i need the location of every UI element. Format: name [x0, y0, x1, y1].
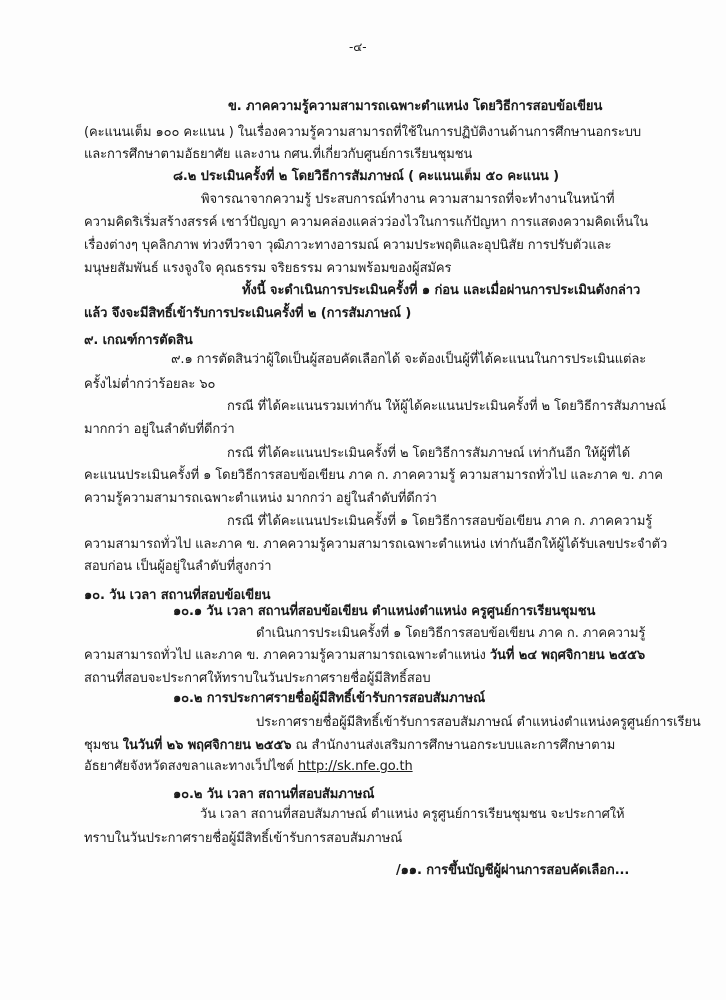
section-9-text: ความสามารถทั่วไป และภาค ข. ภาคความรู้ความสามารถเฉพาะตำแหน่ง เท่ากันอีกให้ผู้ได้รับเลขประจำตัว — [84, 537, 668, 552]
section-8-2-heading: ๘.๒ ประเมินครั้งที่ ๒ โดยวิธีการสัมภาษณ์ ( คะแนนเต็ม ๕๐ คะแนน ) — [173, 169, 559, 184]
section-10-2-text-part: ชุมชน — [84, 738, 123, 753]
section-10-1-heading: ๑๐.๑ วัน เวลา สถานที่สอบข้อเขียน ตำแหน่งตำแหน่ง ครูศูนย์การเรียนชุมชน — [173, 604, 596, 619]
section-10-3-text: ทราบในวันประกาศรายชื่อผู้มีสิทธิ์เข้ารับการสอบสัมภาษณ์ — [84, 831, 403, 846]
continuation-note: /๑๑. การขึ้นบัญชีผู้ผ่านการสอบคัดเลือก... — [396, 863, 630, 878]
page-number: -๔- — [349, 40, 367, 54]
interview-list-date: ในวันที่ ๒๖ พฤศจิกายน ๒๕๕๖ — [122, 738, 292, 753]
website-link[interactable]: http://sk.nfe.go.th — [297, 759, 413, 774]
section-8-2-text: ความคิดริเริ่มสร้างสรรค์ เชาว์ปัญญา ความคล่องแคล่วว่องไวในการแก้ปัญหา การแสดงความคิดเห็นใน — [84, 215, 649, 230]
section-10-2-heading: ๑๐.๒ การประกาศรายชื่อผู้มีสิทธิ์เข้ารับการสอบสัมภาษณ์ — [173, 691, 486, 706]
section-8-2-text: มนุษยสัมพันธ์ แรงจูงใจ คุณธรรม จริยธรรม ความพร้อมของผู้สมัคร — [84, 261, 452, 276]
section-10-2-text — [84, 737, 615, 755]
written-exam-date: วันที่ ๒๔ พฤศจิกายน ๒๕๕๖ — [489, 648, 646, 663]
section-10-1-text — [84, 647, 645, 665]
section-9-text: ความรู้ความสามารถเฉพาะตำแหน่ง มากกว่า อยู่ในลำดับที่ดีกว่า — [84, 491, 437, 506]
section-khor-text: และการศึกษาตามอัธยาศัย และงาน กศน.ที่เกี่ยวกับศูนย์การเรียนชุมชน — [84, 147, 473, 162]
section-9-text: สอบก่อน เป็นผู้อยู่ในลำดับที่สูงกว่า — [84, 559, 272, 574]
section-8-2-text: เรื่องต่างๆ บุคลิกภาพ ท่วงทีวาจา วุฒิภาวะทางอารมณ์ ความประพฤติและอุปนิสัย การปรับตัวและ — [84, 238, 612, 253]
section-10-1-text-part: ความสามารถทั่วไป และภาค ข. ภาคความรู้ความสามารถเฉพาะตำแหน่ง — [84, 648, 490, 663]
section-9-text: มากกว่า อยู่ในลำดับที่ดีกว่า — [84, 422, 235, 437]
section-10-2-text: ประกาศรายชื่อผู้มีสิทธิ์เข้ารับการสอบสัมภาษณ์ ตำแหน่งตำแหน่งครูศูนย์การเรียน — [256, 715, 701, 730]
section-9-text: ๙.๑ การตัดสินว่าผู้ใดเป็นผู้สอบคัดเลือกได้ จะต้องเป็นผู้ที่ได้คะแนนในการประเมินแต่ละ — [171, 352, 647, 367]
section-9-text: ครั้งไม่ต่ำกว่าร้อยละ ๖๐ — [84, 377, 216, 392]
section-khor-heading: ข. ภาคความรู้ความสามารถเฉพาะตำแหน่ง โดยวิธีการสอบข้อเขียน — [228, 99, 603, 114]
section-10-2-text — [84, 758, 413, 776]
section-8-2-text: พิจารณาจากความรู้ ประสบการณ์ทำงาน ความสามารถที่จะทำงานในหน้าที่ — [201, 192, 615, 207]
section-9-text: กรณี ที่ได้คะแนนประเมินครั้งที่ ๒ โดยวิธีการสัมภาษณ์ เท่ากันอีก ให้ผู้ที่ได้ — [227, 446, 631, 461]
section-10-1-text: ดำเนินการประเมินครั้งที่ ๑ โดยวิธีการสอบข้อเขียน ภาค ก. ภาคความรู้ — [256, 626, 646, 641]
section-10-1-text: สถานที่สอบจะประกาศให้ทราบในวันประกาศรายชื่อผู้มีสิทธิ์สอบ — [84, 671, 431, 686]
section-10-2-text-part: ณ สำนักงานส่งเสริมการศึกษานอกระบบและการศึกษาตาม — [291, 738, 616, 753]
section-10-2-text-part: อัธยาศัยจังหวัดสงขลาและทางเว็ปไซต์ — [84, 759, 298, 774]
section-9-text: กรณี ที่ได้คะแนนประเมินครั้งที่ ๑ โดยวิธีการสอบข้อเขียน ภาค ก. ภาคความรู้ — [227, 514, 653, 529]
section-8-2-note: แล้ว จึงจะมีสิทธิ์เข้ารับการประเมินครั้งที่ ๒ (การสัมภาษณ์ ) — [84, 306, 412, 321]
section-10-3-heading: ๑๐.๒ วัน เวลา สถานที่สอบสัมภาษณ์ — [173, 787, 375, 802]
section-9-heading: ๙. เกณฑ์การตัดสิน — [84, 333, 193, 348]
section-10-heading: ๑๐. วัน เวลา สถานที่สอบข้อเขียน — [84, 588, 271, 603]
section-9-text: กรณี ที่ได้คะแนนรวมเท่ากัน ให้ผู้ได้คะแนนประเมินครั้งที่ ๒ โดยวิธีการสัมภาษณ์ — [227, 399, 667, 414]
section-10-3-text: วัน เวลา สถานที่สอบสัมภาษณ์ ตำแหน่ง ครูศูนย์การเรียนชุมชน จะประกาศให้ — [200, 807, 625, 822]
section-8-2-note: ทั้งนี้ จะดำเนินการประเมินครั้งที่ ๑ ก่อน และเมื่อผ่านการประเมินดังกล่าว — [242, 283, 641, 298]
section-khor-text: (คะแนนเต็ม ๑๐๐ คะแนน ) ในเรื่องความรู้ความสามารถที่ใช้ในการปฏิบัติงานด้านการศึกษานอกระบบ — [84, 125, 642, 140]
section-9-text: คะแนนประเมินครั้งที่ ๑ โดยวิธีการสอบข้อเขียน ภาค ก. ภาคความรู้ ความสามารถทั่วไป และภาค ข. ภาค — [84, 468, 663, 483]
